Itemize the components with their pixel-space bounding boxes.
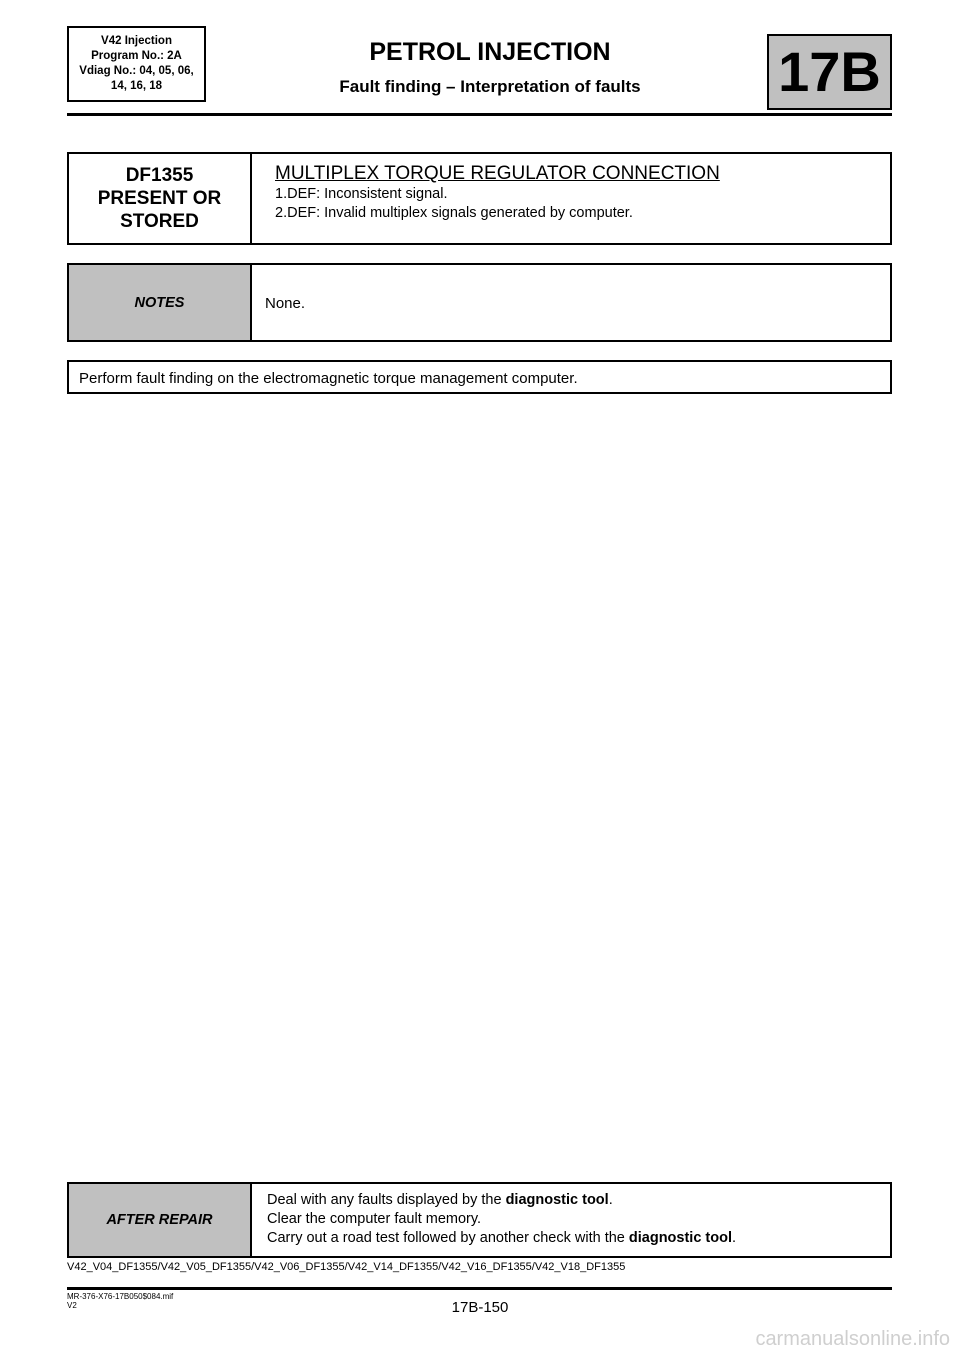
page-subtitle: Fault finding – Interpretation of faults bbox=[339, 77, 641, 96]
fault-def: 1.DEF: Inconsistent signal. bbox=[275, 186, 448, 202]
section-code-badge: 17B bbox=[767, 34, 892, 110]
watermark: carmanualsonline.info bbox=[755, 1328, 950, 1350]
vehicle-info-line: Vdiag No.: 04, 05, 06, bbox=[79, 65, 194, 77]
notes-text: None. bbox=[265, 295, 306, 312]
after-repair-line: Clear the computer fault memory. bbox=[267, 1211, 482, 1227]
after-repair-line: Deal with any faults displayed by the diagnostic tool. bbox=[267, 1192, 613, 1208]
after-repair-line: Carry out a road test followed by another check with the diagnostic tool. bbox=[267, 1230, 737, 1246]
footer-filename: MR-376-X76-17B050$084.mif bbox=[67, 1292, 174, 1301]
page-number: 17B-150 bbox=[451, 1299, 509, 1316]
after-repair-text bbox=[267, 1191, 736, 1248]
header-divider bbox=[67, 113, 892, 116]
after-repair-label: AFTER REPAIR bbox=[69, 1184, 252, 1256]
fault-status: STORED bbox=[120, 211, 199, 232]
instruction-box: Perform fault finding on the electromagnetic torque management computer. bbox=[67, 360, 892, 394]
vehicle-info-line: Program No.: 2A bbox=[91, 50, 182, 62]
footer-version: V2 bbox=[67, 1301, 77, 1310]
reference-codes: V42_V04_DF1355/V42_V05_DF1355/V42_V06_DF1355/V42_V14_DF1355/V42_V16_DF1355/V42_V18_DF1355 bbox=[67, 1261, 626, 1273]
fault-description-cell bbox=[275, 163, 882, 223]
fault-code: DF1355 bbox=[125, 165, 194, 186]
notes-label: NOTES bbox=[69, 265, 252, 340]
vehicle-info-line: 14, 16, 18 bbox=[110, 80, 163, 92]
notes-box bbox=[67, 263, 892, 342]
fault-box bbox=[67, 152, 892, 245]
fault-title: MULTIPLEX TORQUE REGULATOR CONNECTION bbox=[275, 163, 720, 184]
fault-status: PRESENT OR bbox=[97, 188, 222, 209]
page-title: PETROL INJECTION bbox=[369, 38, 611, 66]
fault-code-cell bbox=[69, 154, 252, 243]
vehicle-info-box bbox=[67, 26, 206, 102]
fault-def: 2.DEF: Invalid multiplex signals generated by computer. bbox=[275, 205, 633, 221]
vehicle-info-line: V42 Injection bbox=[101, 35, 172, 47]
footer-divider bbox=[67, 1287, 892, 1290]
after-repair-box bbox=[67, 1182, 892, 1258]
